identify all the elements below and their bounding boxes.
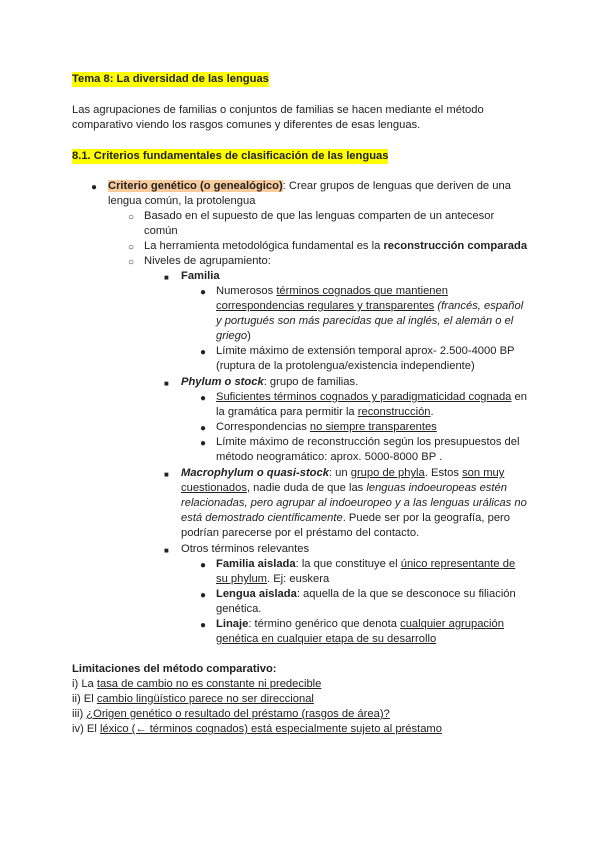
familia-p1-line-2: correspondencias regulares y transparentes (francés, español: [216, 300, 524, 312]
bullet-disc-icon: ●: [200, 590, 207, 601]
bullet-disc-icon: ●: [200, 560, 207, 571]
bullet-circle-icon: ○: [128, 257, 135, 268]
otros-label: Otros términos relevantes: [181, 543, 310, 555]
bullet-disc-icon: ●: [200, 438, 207, 449]
macro-line-1: Macrophylum o quasi-stock: un grupo de phyla. Estos son muy: [181, 467, 505, 479]
intro-line-1: Las agrupaciones de familias o conjuntos de familias se hacen mediante el método: [72, 104, 484, 116]
bullet-square-icon: ■: [164, 379, 169, 388]
familia-p2-line-2: (ruptura de la protolengua/existencia independiente): [216, 360, 475, 372]
phylum-line: Phylum o stock: grupo de familias.: [181, 376, 359, 388]
genetico-label: Criterio genético (o genealógico): [108, 180, 283, 192]
phylum-p3-line-2: método neogramático: aprox. 5000-8000 BP .: [216, 451, 443, 463]
familia-label: Familia: [181, 270, 220, 282]
sub-a-line-2: común: [144, 225, 178, 237]
macro-line-5: podrían parecerse por el préstamo del contacto.: [181, 527, 420, 539]
bullet-disc-icon: ●: [200, 423, 207, 434]
section-heading: 8.1. Criterios fundamentales de clasificación de las lenguas: [72, 150, 389, 162]
linaje-line-1: Linaje: término genérico que denota cualquier agrupación: [216, 618, 504, 630]
document-title: Tema 8: La diversidad de las lenguas: [72, 73, 269, 85]
bullet-square-icon: ■: [164, 546, 169, 555]
familia-p2-line-1: Límite máximo de extensión temporal aprox- 2.500-4000 BP: [216, 345, 515, 357]
familia-aislada-line-1: Familia aislada: la que constituye el único representante de: [216, 558, 516, 570]
sub-b: La herramienta metodológica fundamental es la reconstrucción comparada: [144, 240, 528, 252]
bullet-circle-icon: ○: [128, 242, 135, 253]
sub-a-line-1: Basado en el supuesto de que las lenguas comparten de un antecesor: [144, 210, 495, 222]
familia-aislada-line-2: su phylum. Ej: euskera: [216, 573, 330, 585]
phylum-p1-line-2: la gramática para permitir la reconstrucción.: [216, 406, 434, 418]
limitacion-i: i) La tasa de cambio no es constante ni predecible: [72, 678, 322, 690]
genetico-line-2: lengua común, la protolengua: [108, 195, 256, 207]
bullet-disc-icon: ●: [91, 182, 98, 193]
limitaciones-heading: Limitaciones del método comparativo:: [72, 663, 277, 675]
bullet-disc-icon: ●: [200, 620, 207, 631]
familia-p1-line-4: griego): [216, 330, 251, 342]
bullet-circle-icon: ○: [128, 212, 135, 223]
lengua-aislada-line-1: Lengua aislada: aquella de la que se desconoce su filiación: [216, 588, 516, 600]
bullet-disc-icon: ●: [200, 347, 207, 358]
macro-line-3: relacionadas, pero agrupar al indoeuropeo y a las lenguas urálicas no: [181, 497, 527, 509]
phylum-p2: Correspondencias no siempre transparentes: [216, 421, 437, 433]
macro-line-4: está demostrado científicamente. Puede ser por la geografía, pero: [181, 512, 510, 524]
bullet-square-icon: ■: [164, 273, 169, 282]
phylum-p1-line-1: Suficientes términos cognados y paradigmaticidad cognada en: [216, 391, 527, 403]
bullet-square-icon: ■: [164, 470, 169, 479]
limitacion-ii: ii) El cambio lingüístico parece no ser direccional: [72, 693, 314, 705]
bullet-disc-icon: ●: [200, 393, 207, 404]
intro-line-2: comparativo viendo los rasgos comunes y diferentes de esas lenguas.: [72, 119, 421, 131]
limitacion-iv: iv) El léxico (← términos cognados) está especialmente sujeto al préstamo: [72, 723, 442, 735]
lengua-aislada-line-2: genética.: [216, 603, 262, 615]
familia-p1-line-3: y portugués son más parecidas que al inglés, el alemán o el: [216, 315, 514, 327]
genetico-line-1: Criterio genético (o genealógico): Crear grupos de lenguas que deriven de una: [108, 180, 511, 192]
phylum-p3-line-1: Límite máximo de reconstrucción según los presupuestos del: [216, 436, 520, 448]
macro-line-2: cuestionados, nadie duda de que las lenguas indoeuropeas estén: [181, 482, 507, 494]
bullet-disc-icon: ●: [200, 287, 207, 298]
sub-c: Niveles de agrupamiento:: [144, 255, 271, 267]
familia-p1-line-1: Numerosos términos cognados que mantienen: [216, 285, 448, 297]
linaje-line-2: genética en cualquier etapa de su desarrollo: [216, 633, 437, 645]
limitacion-iii: iii) ¿Origen genético o resultado del préstamo (rasgos de área)?: [72, 708, 390, 720]
